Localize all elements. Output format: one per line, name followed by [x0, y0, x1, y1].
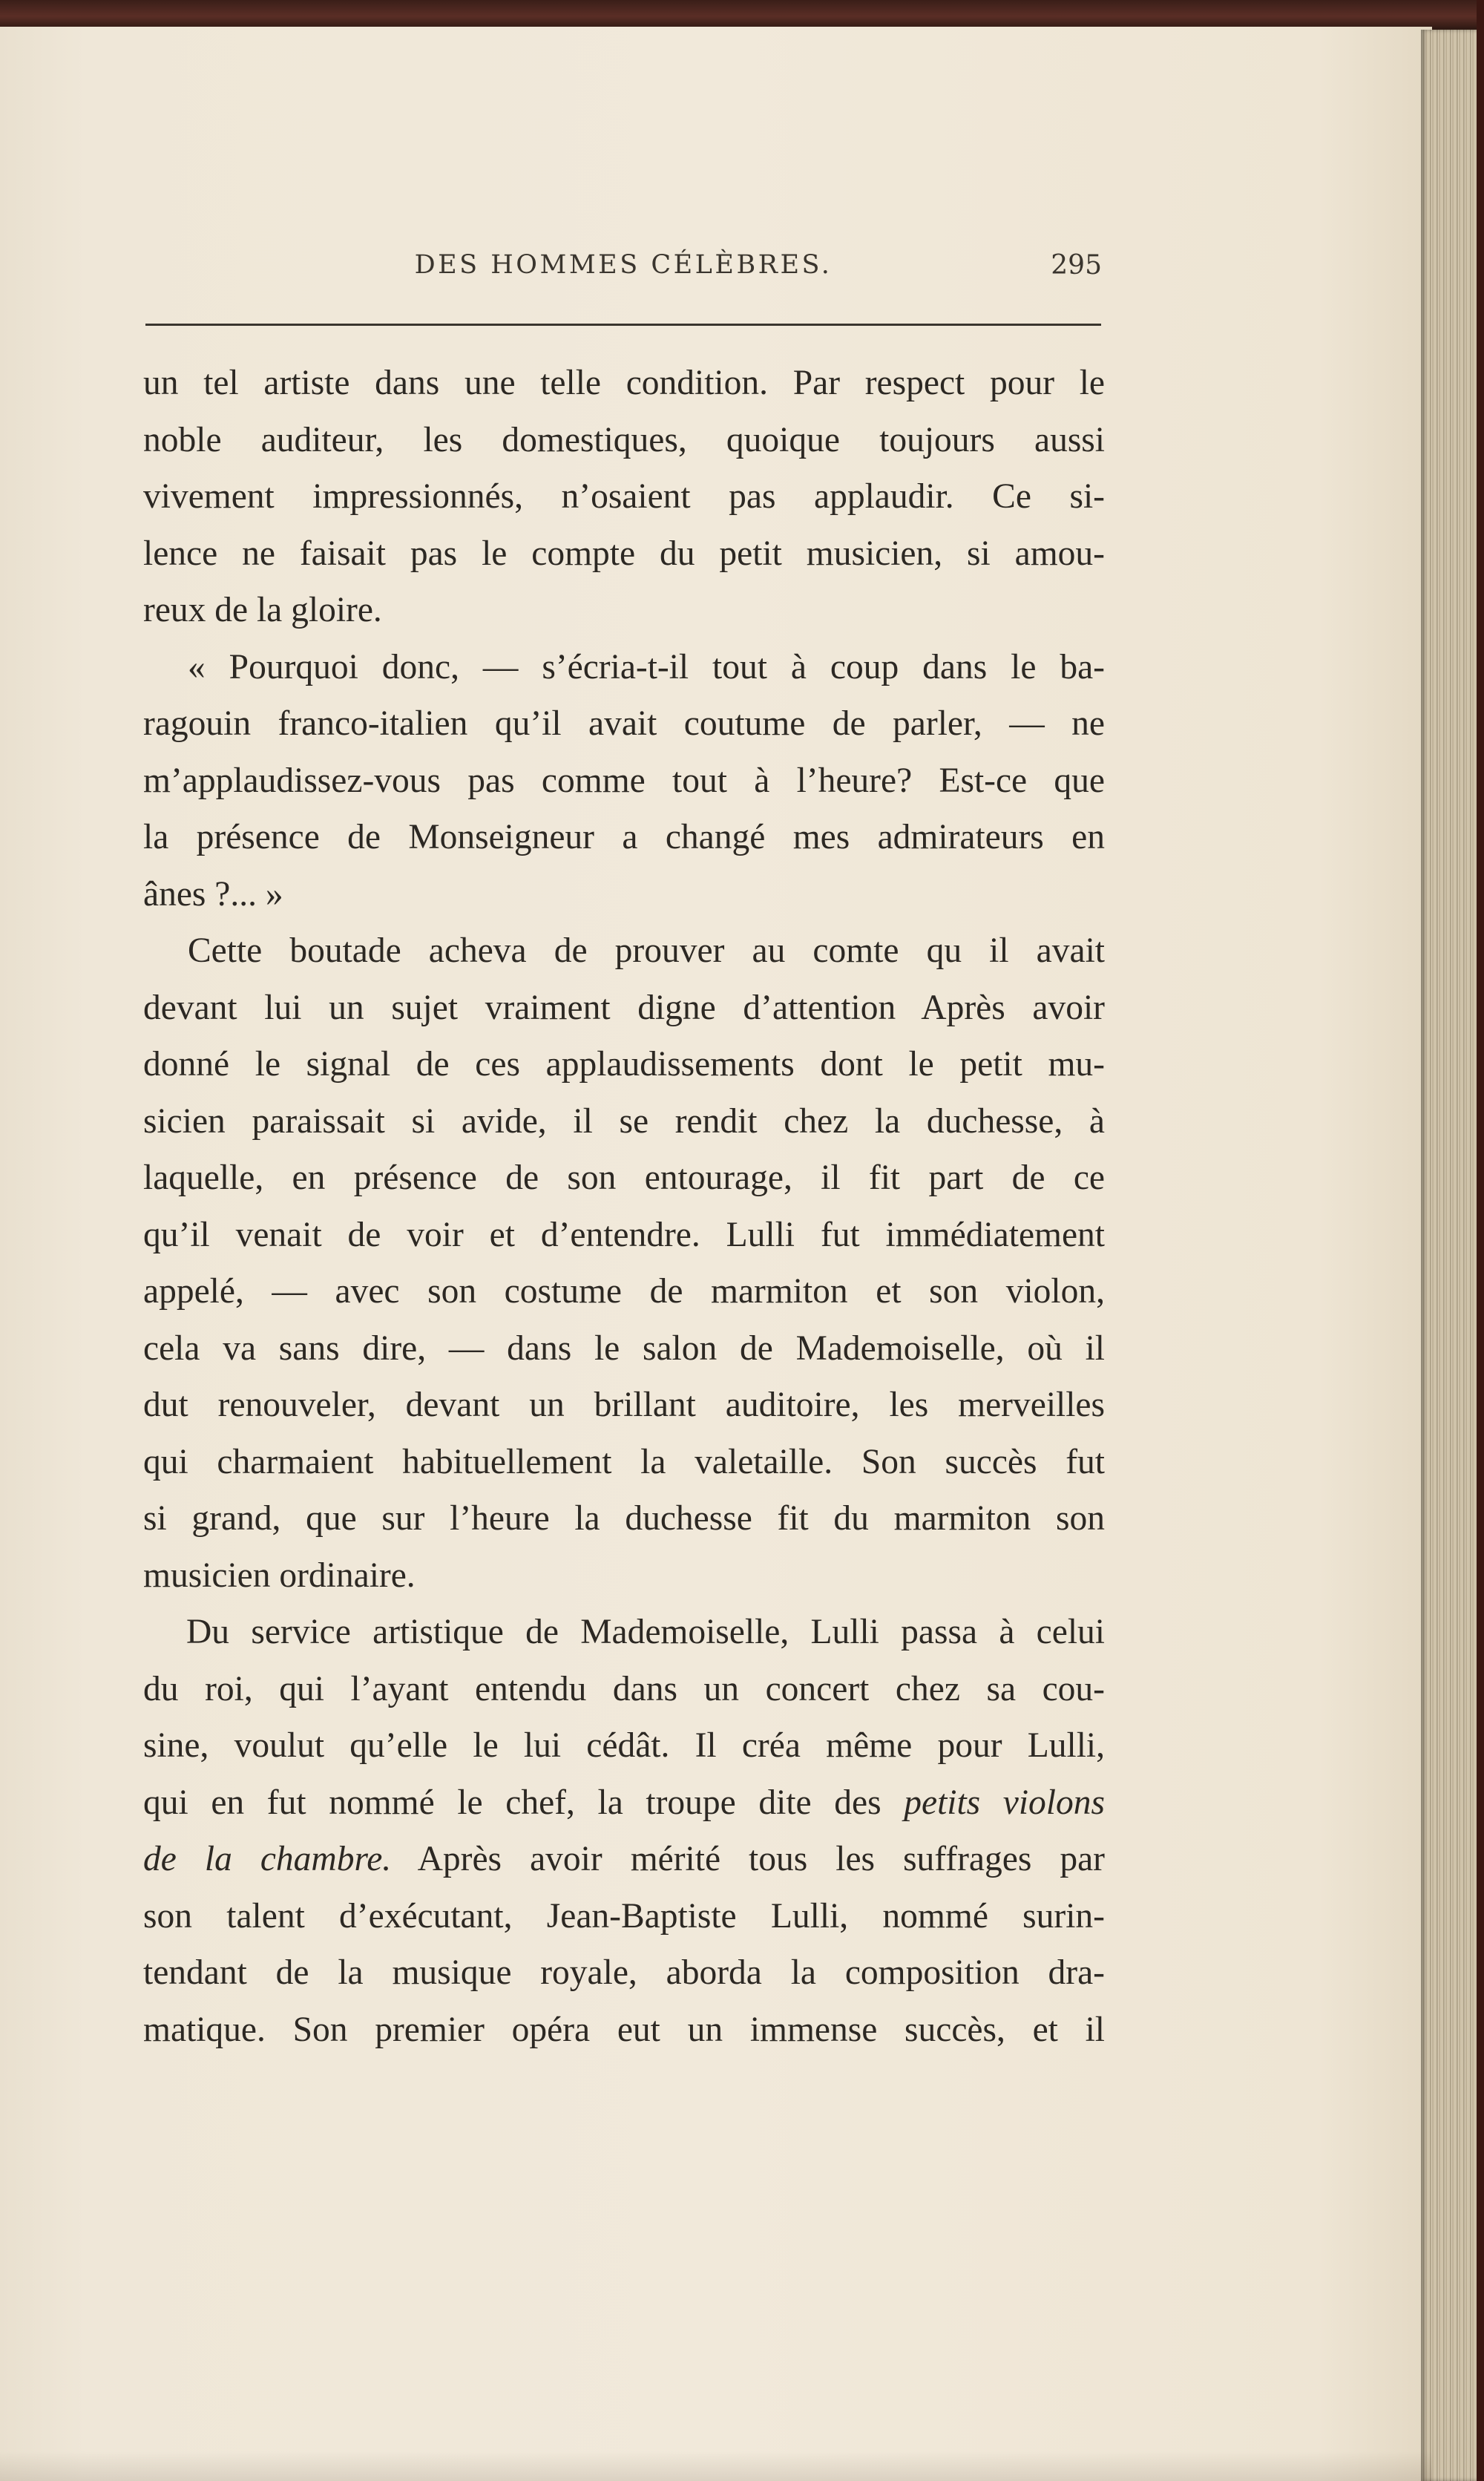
text-line: lence ne faisait pas le compte du petit musicien, si amou- — [143, 534, 1105, 573]
text-line: sicien paraissait si avide, il se rendit chez la duchesse, à — [143, 1101, 1105, 1141]
text-line: si grand, que sur l’heure la duchesse fit du marmiton son — [143, 1499, 1105, 1538]
text-line: ânes ?... » — [143, 874, 283, 914]
text-line: Du service artistique de Mademoiselle, Lulli passa à celui — [186, 1613, 1105, 1651]
text-line — [143, 1831, 1105, 1888]
header-rule — [145, 324, 1101, 326]
page-bottom-shadow — [0, 2451, 1432, 2481]
text-line — [143, 1774, 1105, 1832]
text-line: qu’il venait de voir et d’entendre. Lulli fut immédiatement — [143, 1215, 1105, 1254]
text-line: tendant de la musique royale, aborda la composition dra- — [143, 1953, 1105, 1992]
text-line: matique. Son premier opéra eut un immense succès, et il — [143, 2010, 1105, 2049]
italic-text: petits violons — [904, 1783, 1105, 1822]
book-cover-edge — [1477, 0, 1484, 2481]
text-line: la présence de Monseigneur a changé mes admirateurs en — [143, 818, 1105, 856]
text-line: noble auditeur, les domestiques, quoique toujours aussi — [143, 420, 1105, 459]
text-line: Cette boutade acheva de prouver au comte qu il avait — [188, 931, 1105, 970]
text-line: qui charmaient habituellement la valetaille. Son succès fut — [143, 1442, 1105, 1481]
running-title: DES HOMMES CÉLÈBRES. — [414, 250, 833, 280]
text-line: cela va sans dire, — dans le salon de Mademoiselle, où il — [143, 1328, 1105, 1368]
text-line: musicien ordinaire. — [143, 1556, 416, 1595]
text-line: un tel artiste dans une telle condition. Par respect pour le — [143, 364, 1105, 402]
text-line: m’applaudissez-vous pas comme tout à l’heure? Est-ce que — [143, 761, 1105, 800]
text-line: appelé, — avec son costume de marmiton et son violon, — [143, 1272, 1105, 1311]
text-segment: Après avoir mérité tous les suffrages par — [417, 1840, 1105, 1878]
page-edges — [1421, 30, 1484, 2481]
text-line: ragouin franco-italien qu’il avait coutume de parler, — ne — [143, 704, 1105, 743]
text-line: reux de la gloire. — [143, 591, 382, 629]
text-line: laquelle, en présence de son entourage, il fit part de ce — [143, 1158, 1105, 1197]
book-top-edge — [0, 0, 1484, 30]
running-head — [145, 250, 1102, 287]
text-line: son talent d’exécutant, Jean-Baptiste Lulli, nommé surin- — [143, 1896, 1105, 1936]
text-line: sine, voulut qu’elle le lui cédât. Il créa même pour Lulli, — [143, 1726, 1105, 1765]
body-text — [143, 355, 1105, 2058]
text-line: du roi, qui l’ayant entendu dans un concert chez sa cou- — [143, 1669, 1105, 1708]
text-line: dut renouveler, devant un brillant auditoire, les merveilles — [143, 1386, 1105, 1424]
text-line: devant lui un sujet vraiment digne d’attention Après avoir — [143, 988, 1105, 1027]
text-line: « Pourquoi donc, — s’écria-t-il tout à coup dans le ba- — [188, 647, 1105, 686]
italic-text: de la chambre. — [143, 1840, 392, 1878]
text-line: donné le signal de ces applaudissements dont le petit mu- — [143, 1045, 1105, 1084]
text-segment: qui en fut nommé le chef, la troupe dite des — [143, 1783, 881, 1822]
page-number: 295 — [1051, 250, 1102, 281]
text-line: vivement impressionnés, n’osaient pas applaudir. Ce si- — [143, 477, 1105, 516]
